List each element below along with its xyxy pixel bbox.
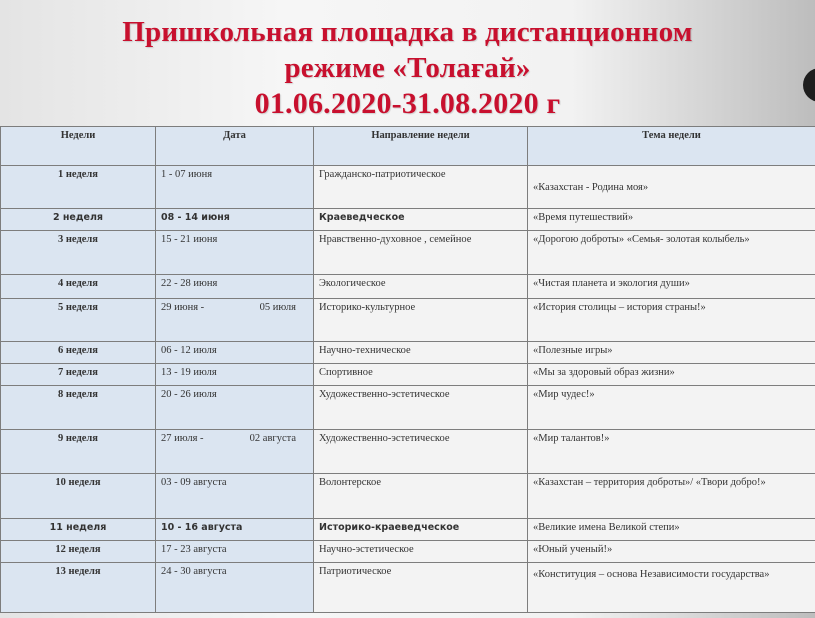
theme-cell: «Мы за здоровый образ жизни» (528, 364, 815, 386)
date-cell: 24 - 30 августа (156, 563, 314, 613)
table-row (1, 519, 815, 541)
header-date: Дата (156, 127, 314, 166)
date-end: 02 августа (249, 433, 296, 444)
table-row (1, 386, 815, 430)
week-cell: 4 неделя (1, 275, 156, 299)
date-end: 05 июля (259, 302, 296, 313)
week-cell: 2 неделя (1, 209, 156, 231)
direction-cell: Краеведческое (314, 209, 528, 231)
schedule-table (0, 126, 815, 613)
date-cell: 13 - 19 июля (156, 364, 314, 386)
theme-cell: «Мир талантов!» (528, 430, 815, 474)
week-cell: 12 неделя (1, 541, 156, 563)
theme-cell: «История столицы – история страны!» (528, 299, 815, 342)
date-start: 29 июня - (161, 302, 205, 313)
direction-cell: Историко-культурное (314, 299, 528, 342)
direction-cell: Экологическое (314, 275, 528, 299)
date-cell: 1 - 07 июня (156, 166, 314, 209)
date-cell: 22 - 28 июня (156, 275, 314, 299)
table-row (1, 364, 815, 386)
header-direction: Направление недели (314, 127, 528, 166)
direction-cell: Художественно-эстетическое (314, 386, 528, 430)
table-row (1, 299, 815, 342)
date-cell: 10 - 16 августа (156, 519, 314, 541)
theme-cell: «Мир чудес!» (528, 386, 815, 430)
title-line-3: 01.06.2020-31.08.2020 г (254, 87, 561, 120)
theme-cell: «Великие имена Великой степи» (528, 519, 815, 541)
date-cell (156, 299, 314, 342)
date-cell: 17 - 23 августа (156, 541, 314, 563)
theme-cell: «Конституция – основа Независимости государства» (528, 563, 815, 613)
week-cell: 6 неделя (1, 342, 156, 364)
theme-cell: «Казахстан - Родина моя» (528, 166, 815, 209)
date-cell: 15 - 21 июня (156, 231, 314, 275)
theme-cell: «Казахстан – территория доброты»/ «Твори добро!» (528, 474, 815, 519)
direction-cell: Патриотическое (314, 563, 528, 613)
week-cell: 9 неделя (1, 430, 156, 474)
table-row (1, 209, 815, 231)
table-row (1, 563, 815, 613)
title-line-2: режиме «Толағай» (284, 52, 531, 84)
header-theme: Тема недели (528, 127, 815, 166)
table-row (1, 275, 815, 299)
week-cell: 7 неделя (1, 364, 156, 386)
table-row (1, 430, 815, 474)
table-row (1, 231, 815, 275)
theme-cell: «Время путешествий» (528, 209, 815, 231)
week-cell: 10 неделя (1, 474, 156, 519)
date-cell: 20 - 26 июля (156, 386, 314, 430)
week-cell: 5 неделя (1, 299, 156, 342)
direction-cell: Спортивное (314, 364, 528, 386)
schedule-table-container (0, 126, 815, 618)
direction-cell: Нравственно-духовное , семейное (314, 231, 528, 275)
table-row (1, 474, 815, 519)
table-row (1, 166, 815, 209)
table-row (1, 541, 815, 563)
date-cell: 06 - 12 июля (156, 342, 314, 364)
theme-cell: «Дорогою доброты» «Семья- золотая колыбель» (528, 231, 815, 275)
table-row (1, 342, 815, 364)
title-line-1: Пришкольная площадка в дистанционном (122, 16, 693, 48)
date-cell: 03 - 09 августа (156, 474, 314, 519)
direction-cell: Художественно-эстетическое (314, 430, 528, 474)
week-cell: 1 неделя (1, 166, 156, 209)
week-cell: 3 неделя (1, 231, 156, 275)
direction-cell: Научно-техническое (314, 342, 528, 364)
date-start: 27 июля - (161, 433, 204, 444)
date-cell: 08 - 14 июня (156, 209, 314, 231)
week-cell: 13 неделя (1, 563, 156, 613)
date-cell (156, 430, 314, 474)
theme-cell: «Чистая планета и экология души» (528, 275, 815, 299)
page-title (0, 14, 815, 122)
direction-cell: Научно-эстетическое (314, 541, 528, 563)
direction-cell: Гражданско-патриотическое (314, 166, 528, 209)
theme-cell: «Юный ученый!» (528, 541, 815, 563)
header-weeks: Недели (1, 127, 156, 166)
theme-cell: «Полезные игры» (528, 342, 815, 364)
direction-cell: Историко-краеведческое (314, 519, 528, 541)
table-header-row (1, 127, 815, 166)
week-cell: 8 неделя (1, 386, 156, 430)
direction-cell: Волонтерское (314, 474, 528, 519)
week-cell: 11 неделя (1, 519, 156, 541)
